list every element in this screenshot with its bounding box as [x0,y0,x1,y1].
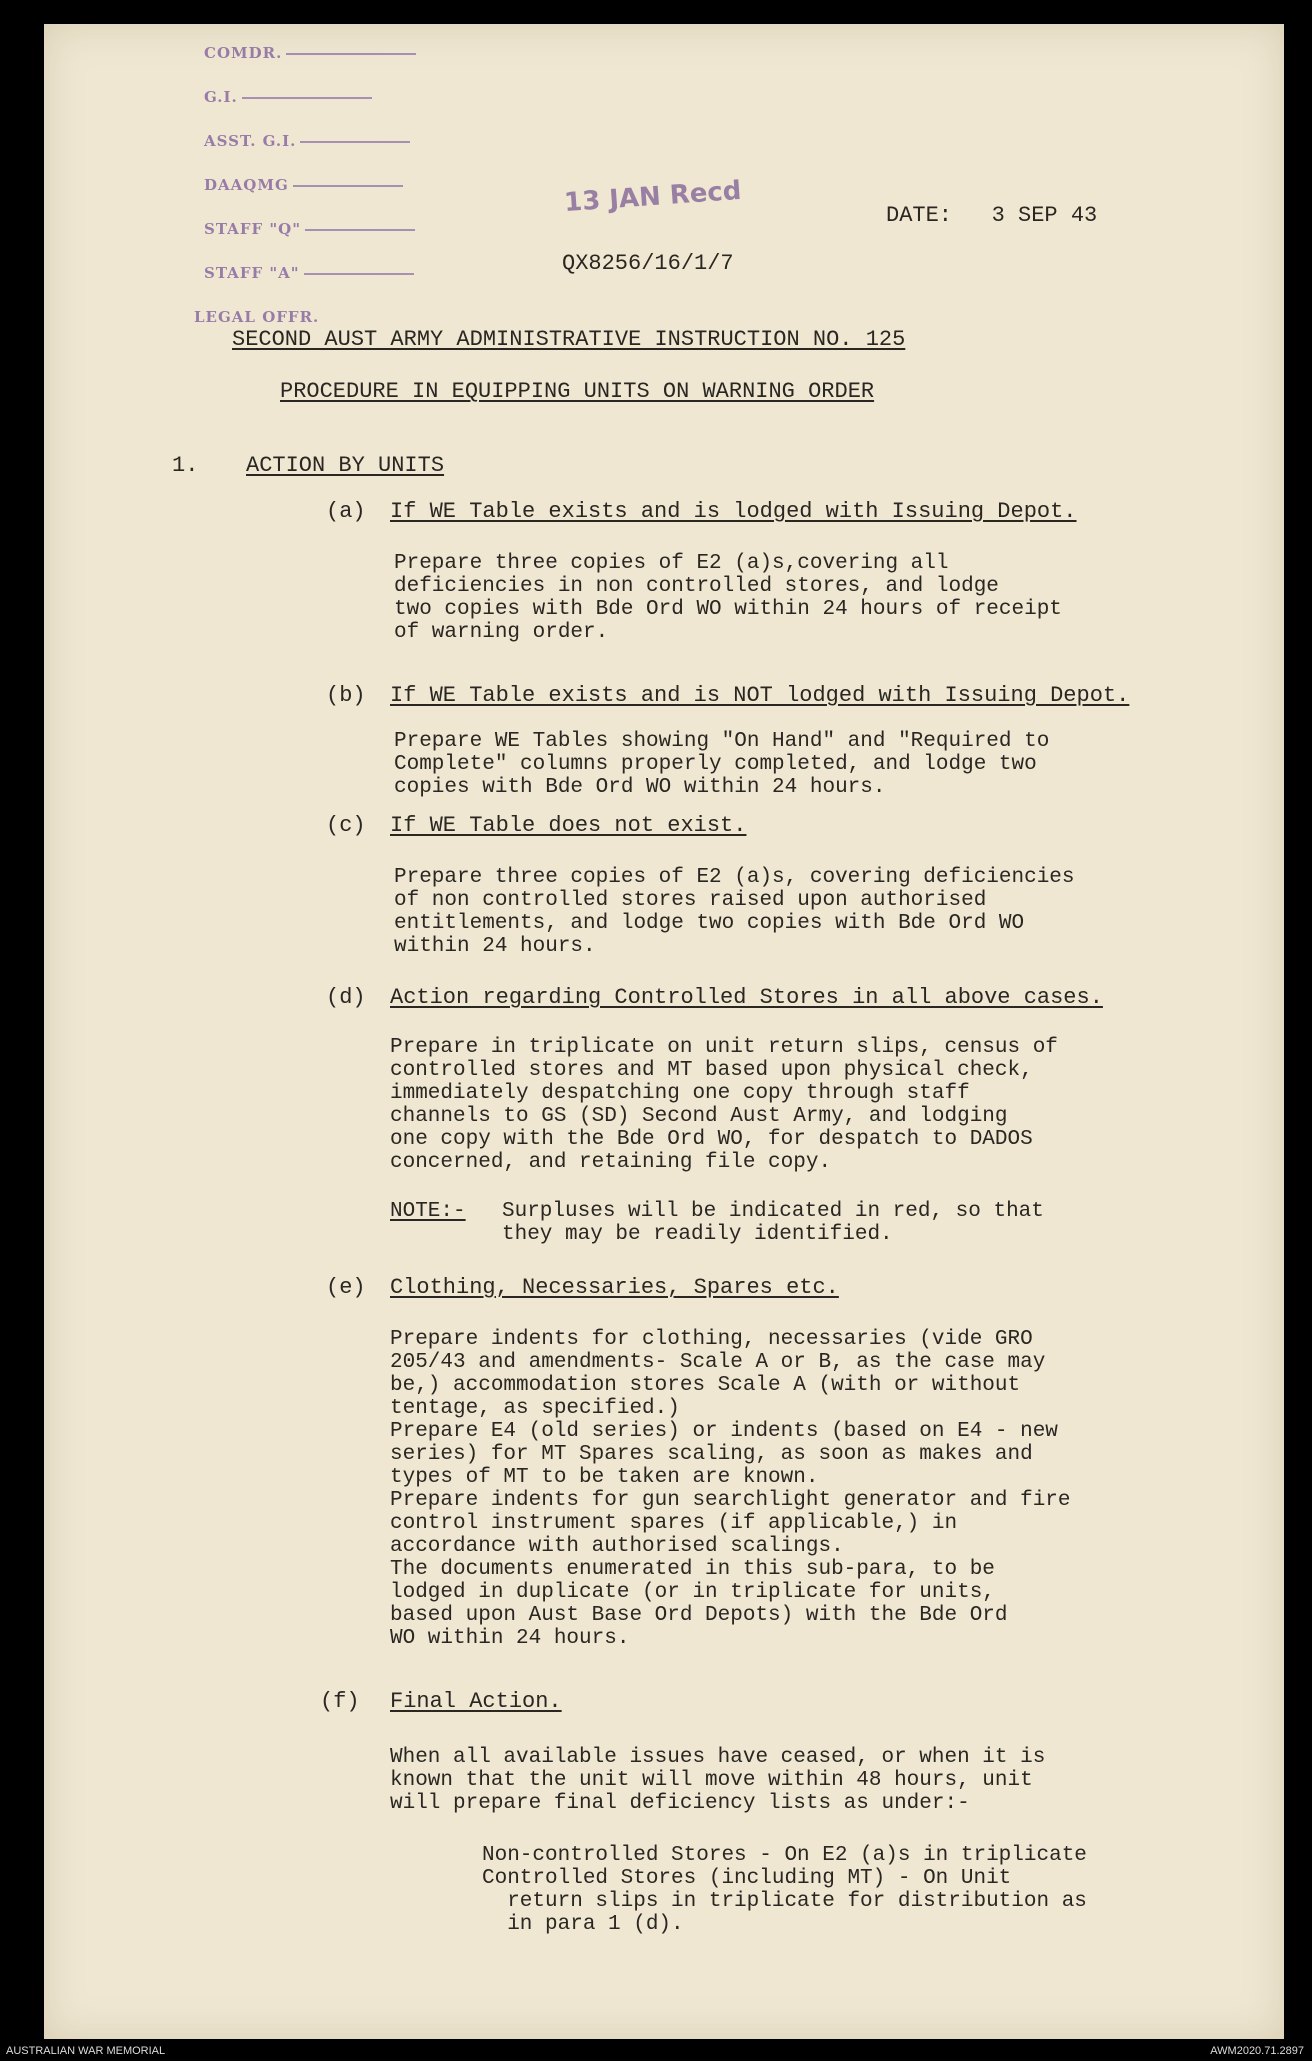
body-line: Prepare in triplicate on unit return slips, census of [390,1036,1058,1059]
item-letter: (b) [326,683,366,708]
stamp-text: STAFF "Q" [204,220,302,238]
body-line: WO within 24 hours. [390,1627,630,1650]
body-line: control instrument spares (if applicable,) in [390,1512,958,1535]
body-line: Prepare indents for clothing, necessaries (vide GRO [390,1328,1033,1351]
archive-credit: AUSTRALIAN WAR MEMORIAL [6,2045,166,2057]
file-reference: QX8256/16/1/7 [562,251,734,276]
stamp-text: DAAQMG [204,176,289,194]
routing-stamp-asst-gi [204,132,410,150]
stamp-text: STAFF "A" [204,264,300,282]
body-line: 205/43 and amendments- Scale A or B, as the case may [390,1351,1046,1374]
body-line: accordance with authorised scalings. [390,1535,844,1558]
date-label: DATE: [886,203,953,228]
body-line: Prepare WE Tables showing "On Hand" and "Required to [394,730,1050,753]
body-line: of warning order. [394,621,609,644]
item-body [394,730,1049,799]
stamp-text: ASST. G.I. [204,132,297,150]
body-line: Prepare indents for gun searchlight generator and fire [390,1489,1071,1512]
body-line: immediately despatching one copy through staff [390,1082,970,1105]
note-label: NOTE:- [390,1200,466,1223]
routing-stamp-legal [194,308,319,326]
body-line: of non controlled stores raised upon authorised [394,889,987,912]
body-line: lodged in duplicate (or in triplicate for units, [390,1581,995,1604]
stamp-text: LEGAL OFFR. [194,308,320,326]
body-line: Controlled Stores (including MT) - On Unit [482,1867,1012,1890]
body-line: tentage, as specified.) [390,1397,680,1420]
item-heading: If WE Table exists and is NOT lodged with Issuing Depot. [390,683,1130,708]
stamp-text: G.I. [204,88,238,106]
item-body [390,1328,1071,1650]
routing-stamp-comdr [204,44,416,62]
date-value: 3 SEP 43 [991,203,1098,228]
body-line: concerned, and retaining file copy. [390,1151,832,1174]
routing-stamp-daaqmg [204,176,403,194]
item-heading: If WE Table does not exist. [390,813,747,838]
body-line: The documents enumerated in this sub-para, to be [390,1558,995,1581]
body-line: will prepare final deficiency lists as under:- [390,1792,970,1815]
body-line: Surpluses will be indicated in red, so that [502,1200,1044,1223]
section-number: 1. [172,453,199,478]
item-letter: (d) [326,985,366,1010]
item-heading: Clothing, Necessaries, Spares etc. [390,1275,839,1300]
item-letter: (e) [326,1275,366,1300]
routing-stamp-staff-a [204,264,414,282]
body-line: within 24 hours. [394,935,596,958]
date-line [886,204,1097,227]
item-body [390,1746,1045,1815]
body-line: return slips in triplicate for distribution as [482,1890,1087,1913]
body-line: one copy with the Bde Ord WO, for despatch to DADOS [390,1128,1033,1151]
body-line: types of MT to be taken are known. [390,1466,819,1489]
document-title: SECOND AUST ARMY ADMINISTRATIVE INSTRUCTION NO. 125 [232,327,906,352]
body-line: known that the unit will move within 48 hours, unit [390,1769,1033,1792]
item-body [390,1036,1058,1174]
item-letter: (c) [326,813,366,838]
body-line: two copies with Bde Ord WO within 24 hours of receipt [394,598,1062,621]
body-line: Prepare E4 (old series) or indents (based on E4 - new [390,1420,1058,1443]
item-heading: Action regarding Controlled Stores in all above cases. [390,985,1103,1010]
stamp-text: COMDR. [204,44,283,62]
routing-stamp-gi [204,88,372,106]
section-heading: ACTION BY UNITS [246,453,445,478]
body-line: Prepare three copies of E2 (a)s,covering all [394,552,949,575]
final-deficiency-list [482,1844,1087,1936]
body-line: in para 1 (d). [482,1913,684,1936]
received-stamp: 13 JAN Recd [563,175,743,219]
body-line: deficiencies in non controlled stores, and lodge [394,575,999,598]
document-subtitle: PROCEDURE IN EQUIPPING UNITS ON WARNING ORDER [280,379,875,404]
body-line: series) for MT Spares scaling, as soon as makes and [390,1443,1033,1466]
archive-reference: AWM2020.71.2897 [1210,2045,1304,2057]
note-body [502,1200,1044,1246]
item-heading: If WE Table exists and is lodged with Issuing Depot. [390,499,1077,524]
routing-stamp-staff-q [204,220,415,238]
body-line: they may be readily identified. [502,1223,893,1246]
body-line: copies with Bde Ord WO within 24 hours. [394,776,886,799]
body-line: controlled stores and MT based upon physical check, [390,1059,1033,1082]
body-line: be,) accommodation stores Scale A (with or without [390,1374,1021,1397]
item-body [394,866,1075,958]
body-line: Complete" columns properly completed, and lodge two [394,753,1037,776]
item-letter: (a) [326,499,366,524]
body-line: based upon Aust Base Ord Depots) with the Bde Ord [390,1604,1008,1627]
document-page [44,24,1284,2039]
body-line: channels to GS (SD) Second Aust Army, and lodging [390,1105,1008,1128]
body-line: Prepare three copies of E2 (a)s, covering deficiencies [394,866,1075,889]
item-heading: Final Action. [390,1689,562,1714]
body-line: When all available issues have ceased, or when it is [390,1746,1046,1769]
item-body [394,552,1062,644]
body-line: entitlements, and lodge two copies with Bde Ord WO [394,912,1025,935]
item-letter: (f) [320,1689,360,1714]
body-line: Non-controlled Stores - On E2 (a)s in triplicate [482,1844,1087,1867]
